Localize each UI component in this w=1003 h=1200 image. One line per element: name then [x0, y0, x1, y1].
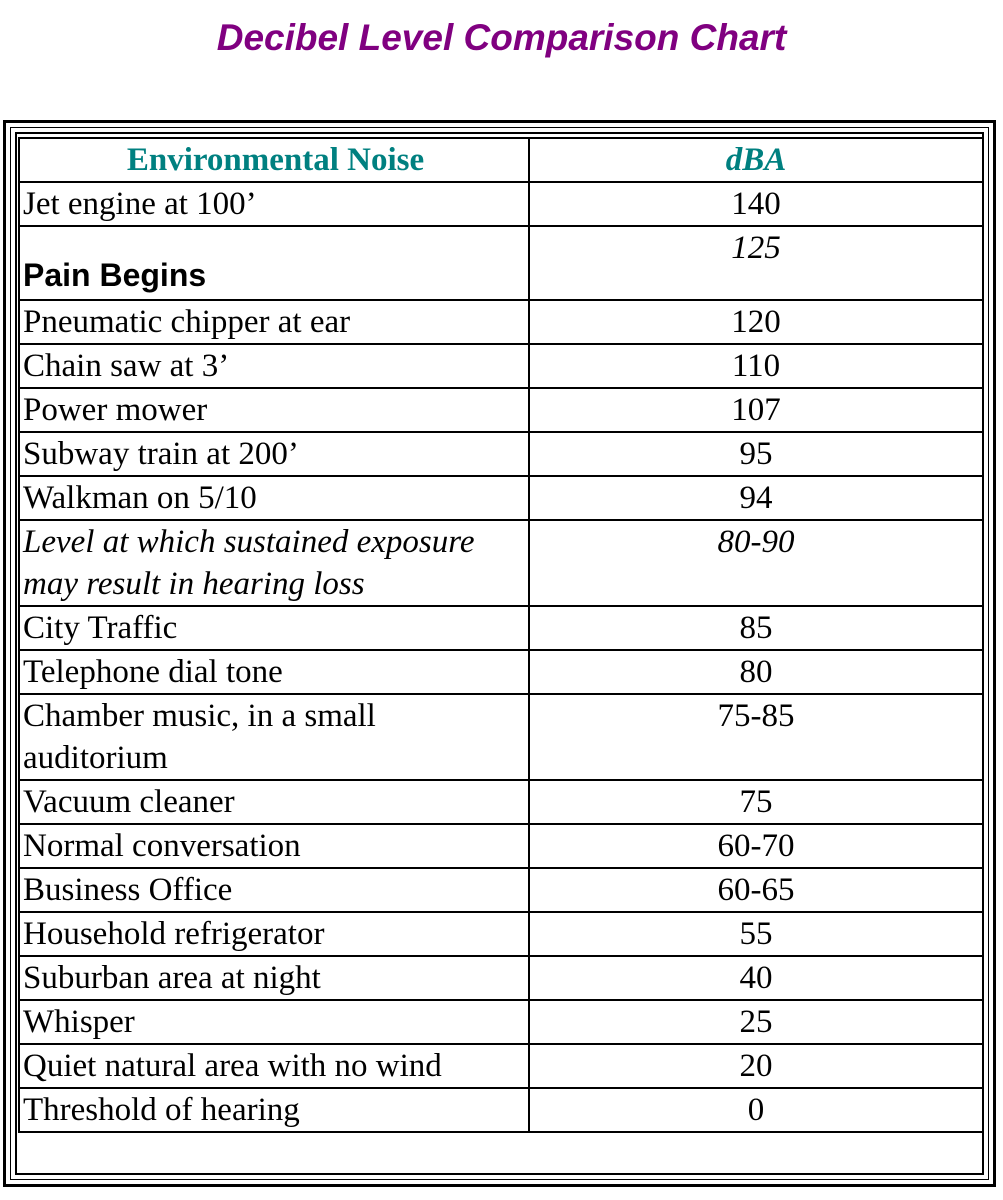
dba-cell: 107 [529, 388, 983, 432]
noise-cell: Quiet natural area with no wind [19, 1044, 529, 1088]
noise-cell: Normal conversation [19, 824, 529, 868]
header-noise: Environmental Noise [19, 138, 529, 182]
dba-cell: 80 [529, 650, 983, 694]
noise-cell: Walkman on 5/10 [19, 476, 529, 520]
table-row [19, 476, 983, 520]
dba-cell-pain: 125 [529, 226, 983, 300]
table-row [19, 650, 983, 694]
dba-cell: 55 [529, 912, 983, 956]
table-row [19, 780, 983, 824]
dba-cell: 20 [529, 1044, 983, 1088]
noise-cell: Chain saw at 3’ [19, 344, 529, 388]
noise-cell: Business Office [19, 868, 529, 912]
noise-cell: Threshold of hearing [19, 1088, 529, 1132]
dba-cell-sustained: 80-90 [529, 520, 983, 606]
dba-cell: 0 [529, 1088, 983, 1132]
table-row [19, 956, 983, 1000]
table-row [19, 824, 983, 868]
noise-cell: Jet engine at 100’ [19, 182, 529, 226]
decibel-table [18, 137, 984, 1133]
noise-cell: Household refrigerator [19, 912, 529, 956]
noise-cell-sustained: Level at which sustained exposure may result in hearing loss [19, 520, 529, 606]
dba-cell: 60-70 [529, 824, 983, 868]
noise-cell: City Traffic [19, 606, 529, 650]
dba-cell: 75-85 [529, 694, 983, 780]
dba-cell: 85 [529, 606, 983, 650]
header-dba: dBA [529, 138, 983, 182]
pain-begins-label: Pain Begins [23, 257, 207, 293]
dba-cell: 140 [529, 182, 983, 226]
noise-cell: Vacuum cleaner [19, 780, 529, 824]
dba-cell: 60-65 [529, 868, 983, 912]
table-row [19, 344, 983, 388]
table-header-row [19, 138, 983, 182]
noise-cell: Subway train at 200’ [19, 432, 529, 476]
table-row [19, 606, 983, 650]
table-row [19, 388, 983, 432]
dba-cell: 120 [529, 300, 983, 344]
table-row [19, 1044, 983, 1088]
dba-cell: 75 [529, 780, 983, 824]
dba-cell: 94 [529, 476, 983, 520]
dba-cell: 25 [529, 1000, 983, 1044]
table-row [19, 1088, 983, 1132]
page-title: Decibel Level Comparison Chart [216, 17, 787, 58]
noise-cell: Suburban area at night [19, 956, 529, 1000]
table-row [19, 694, 983, 780]
table-row [19, 300, 983, 344]
noise-cell-pain [19, 226, 529, 300]
table-row [19, 912, 983, 956]
dba-cell: 95 [529, 432, 983, 476]
dba-cell: 40 [529, 956, 983, 1000]
dba-cell: 110 [529, 344, 983, 388]
table-row [19, 182, 983, 226]
noise-cell: Pneumatic chipper at ear [19, 300, 529, 344]
table-row [19, 868, 983, 912]
table-row [19, 1000, 983, 1044]
table-row-pain [19, 226, 983, 300]
table-row [19, 432, 983, 476]
noise-cell: Power mower [19, 388, 529, 432]
noise-cell: Telephone dial tone [19, 650, 529, 694]
noise-cell: Chamber music, in a small auditorium [19, 694, 529, 780]
table-row-sustained [19, 520, 983, 606]
noise-cell: Whisper [19, 1000, 529, 1044]
